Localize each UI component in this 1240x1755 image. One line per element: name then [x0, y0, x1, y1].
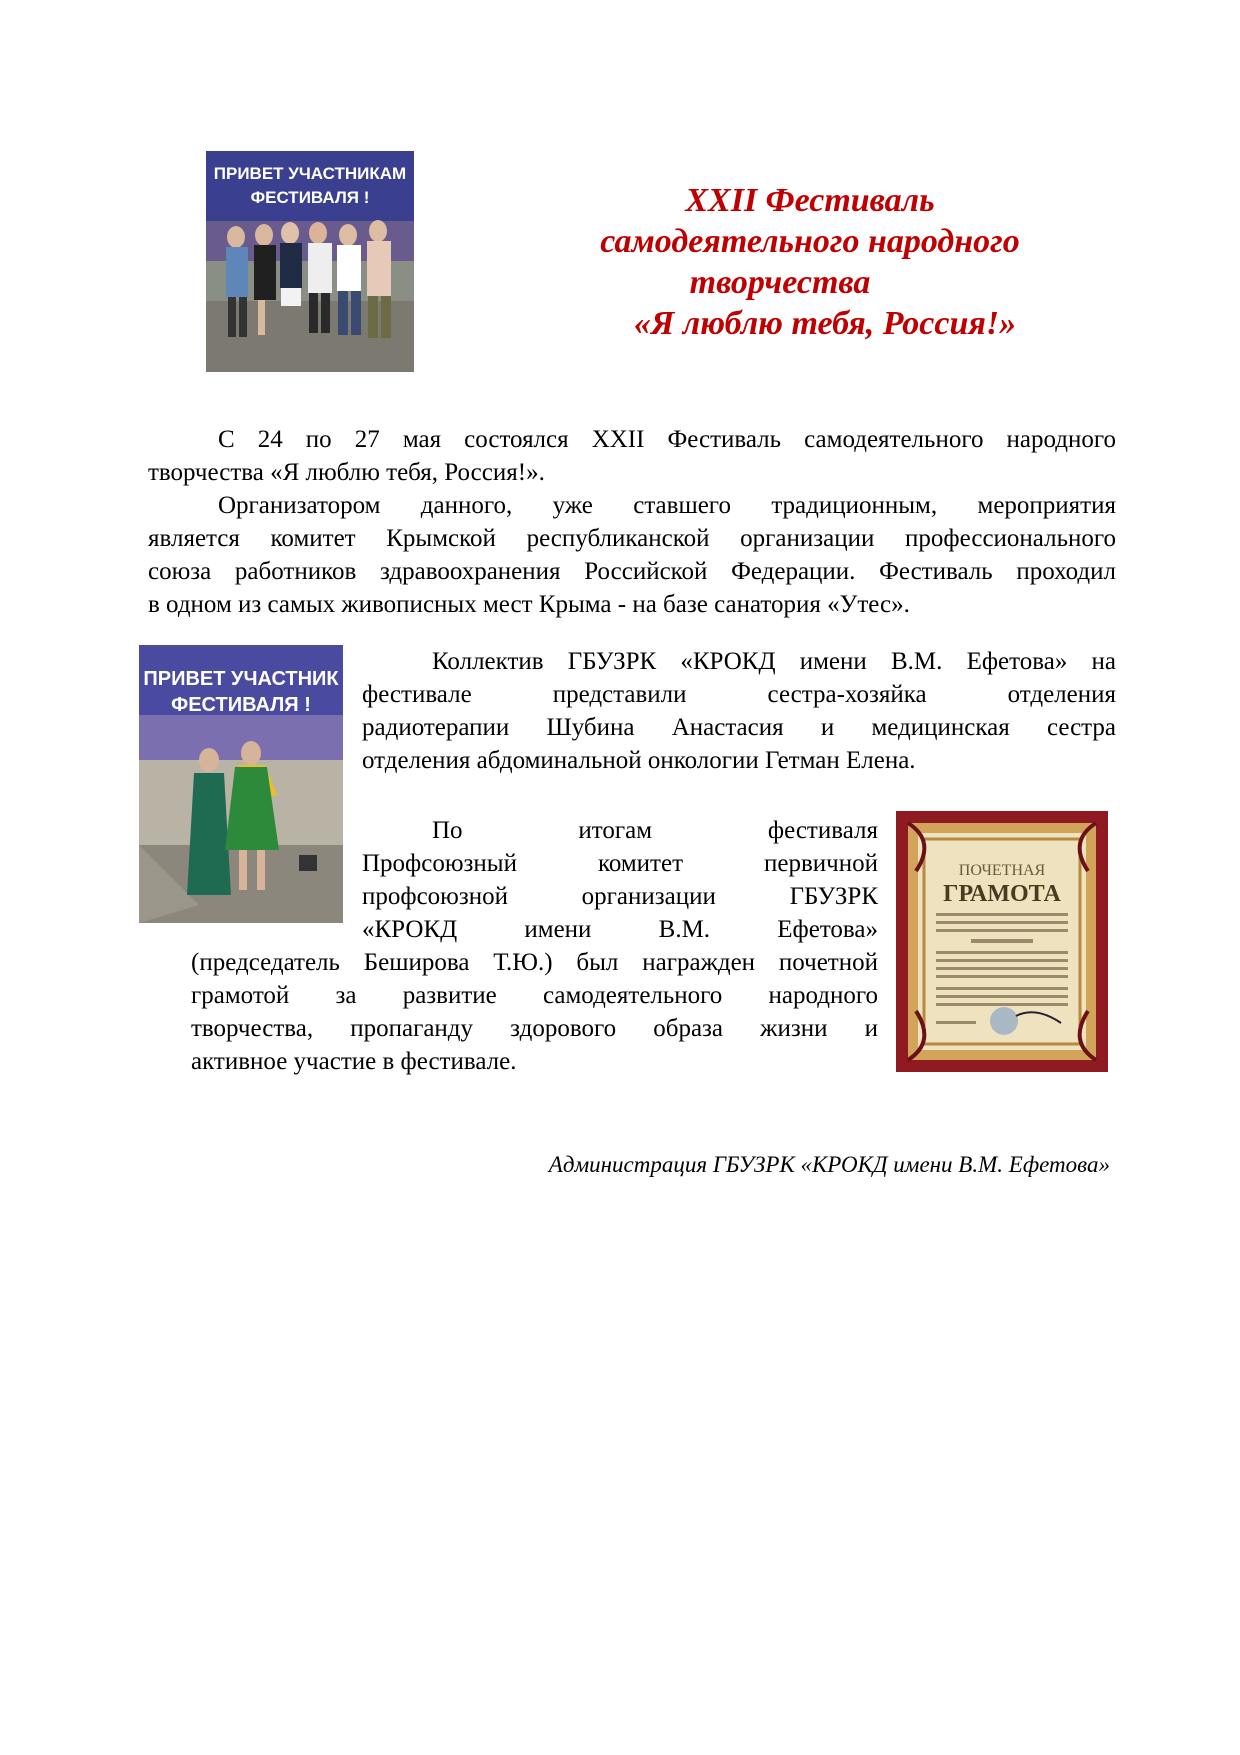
text-line: С 24 по 27 мая состоялся XXII Фестиваль самодеятельного народного — [218, 426, 1116, 453]
certificate-heading: ГРАМОТА — [943, 881, 1061, 907]
text-line: Организатором данного, уже ставшего традиционным, мероприятия — [218, 492, 1116, 519]
text-line: грамотой за развитие самодеятельного народного — [191, 982, 878, 1009]
text-line: «КРОКД имени В.М. Ефетова» — [362, 916, 878, 943]
banner-text: ФЕСТИВАЛЯ ! — [250, 188, 370, 207]
text-line: творчества «Я люблю тебя, Россия!». — [148, 459, 545, 486]
banner-text: ФЕСТИВАЛЯ ! — [171, 694, 311, 716]
collective-text — [362, 645, 1116, 777]
text-line: в одном из самых живописных мест Крыма - на базе санатория «Утес». — [148, 591, 910, 618]
signature: Администрация ГБУЗРК «КРОКД имени В.М. Ефетова» — [548, 1152, 1110, 1177]
text-line: (председатель Беширова Т.Ю.) был награжден почетной — [191, 949, 878, 976]
title-line: XXII Фестиваль — [685, 182, 935, 219]
text-line: Профсоюзный комитет первичной — [362, 850, 878, 877]
text-line: активное участие в фестивале. — [191, 1048, 517, 1075]
text-line: По итогам фестиваля — [432, 817, 878, 844]
text-line: радиотерапии Шубина Анастасия и медицинская сестра — [362, 714, 1116, 741]
banner-text: ПРИВЕТ УЧАСТНИК — [143, 668, 339, 690]
text-line: фестивале представили сестра-хозяйка отделения — [362, 681, 1116, 708]
text-line: Коллектив ГБУЗРК «КРОКД имени В.М. Ефетова» на — [432, 648, 1116, 675]
certificate-image — [896, 811, 1108, 1072]
page-title — [560, 180, 1060, 344]
title-line: творчества — [689, 264, 871, 301]
participants-photo — [139, 645, 343, 923]
text-line: профсоюзной организации ГБУЗРК — [362, 883, 878, 910]
text-line: является комитет Крымской республиканской организации профессионального — [148, 525, 1116, 552]
text-line: союза работников здравоохранения Российской Федерации. Фестиваль проходил — [148, 558, 1116, 585]
banner-text: ПРИВЕТ УЧАСТНИКАМ — [213, 164, 407, 183]
title-line: «Я люблю тебя, Россия!» — [633, 305, 1017, 342]
award-text-top — [362, 814, 878, 946]
text-line: отделения абдоминальной онкологии Гетман Елена. — [362, 747, 916, 774]
text-line: творчества, пропаганду здорового образа жизни и — [191, 1015, 878, 1042]
intro-text — [148, 423, 1116, 621]
award-text-bottom — [191, 946, 878, 1078]
certificate-heading: ПОЧЕТНАЯ — [958, 862, 1046, 879]
group-photo — [206, 151, 414, 372]
title-line: самодеятельного народного — [600, 223, 1020, 260]
